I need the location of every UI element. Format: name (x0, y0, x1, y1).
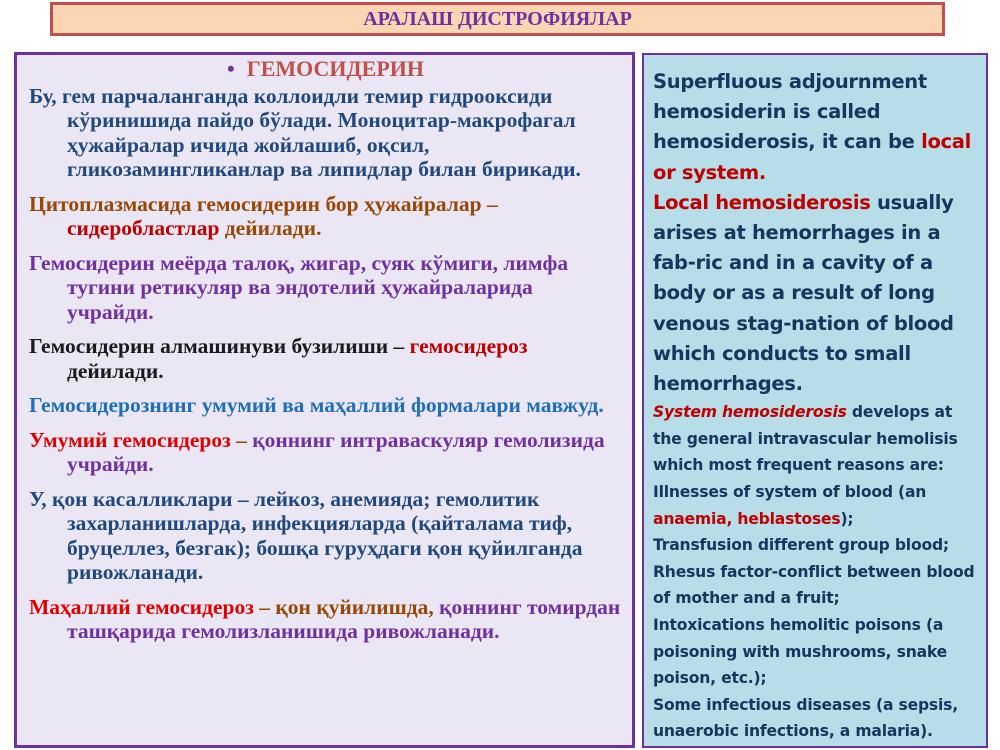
paragraph-5: Гемосидерознинг умумий ва маҳаллий формалари мавжуд. (29, 393, 604, 417)
r4-term: anaemia, heblastoses (653, 509, 841, 528)
r8-text: Some infectious diseases (a sepsis, unaerobic infections, a malaria). (653, 695, 958, 741)
r2-text: usually arises at hemorrhages in a fab-ric and in a cavity of a body or as a result of long venous stag-nation of blood which conducts to small hemorrhages. (653, 190, 954, 396)
paragraph-6 (29, 428, 622, 477)
r4-end: ); (840, 509, 854, 528)
bullet-icon: • (227, 56, 235, 81)
paragraph-3: Гемосидерин меёрда талоқ, жигар, суяк кўмиги, лимфа тугини ретикуляр ва эндотелий ҳужайраларида учрайди. (29, 250, 569, 324)
r6-text: Rhesus factor-conflict between blood of mother and a fruit; (653, 562, 975, 608)
p6-term: Умумий гемосидероз (29, 427, 231, 452)
p6-dash: – (230, 427, 253, 452)
paragraph-2 (29, 192, 622, 241)
r1-term: local or system. (653, 130, 972, 184)
p8-mid: – қон қуйилишда, (253, 594, 440, 619)
r1-text: Superfluous adjournment hemosiderin is called hemosiderosis, it can be (653, 70, 927, 154)
r3-term: System hemosiderosis (653, 403, 847, 422)
p4-text: Гемосидерин алмашинуви бузилиши – (29, 334, 410, 358)
slide-title: АРАЛАШ ДИСТРОФИЯЛАР (50, 2, 945, 36)
right-details (653, 399, 980, 745)
english-text-panel (642, 53, 988, 748)
paragraph-8 (29, 595, 622, 644)
r3-text: develops at the general intravascular hemolisis which most frequent reasons are: (653, 403, 958, 475)
uzbek-text-panel (14, 52, 635, 748)
section-heading (29, 57, 622, 82)
r5-text: Transfusion different group blood; (653, 536, 949, 555)
p8-term: Маҳаллий гемосидероз (29, 594, 254, 619)
p2-end: дейилади. (219, 216, 322, 240)
paragraph-1: Бу, гем парчаланганда коллоидли темир гидрооксиди кўринишида пайдо бўлади. Моноцитар-макрофагал ҳужайралар ичида жойлашиб, оқсил, гликозамингликанлар ва липидлар билан бирикади. (29, 83, 581, 181)
r4-text: Illnesses of system of blood (an (653, 483, 927, 502)
p4-end: дейилади. (67, 358, 164, 383)
heading-text: ГЕМОСИДЕРИН (246, 56, 424, 81)
r7-text: Intoxications hemolitic poisons (a poisoning with mushrooms, snake poison, etc.); (653, 615, 948, 688)
r2-term: Local hemosiderosis (653, 190, 871, 214)
right-intro (653, 67, 980, 399)
p6-text: қоннинг интраваскуляр гемолизида учрайди. (67, 427, 605, 476)
p2-text: Цитоплазмасида гемосидерин бор ҳужайралар – (29, 191, 498, 216)
paragraph-7: У, қон касалликлари – лейкоз, анемияда; гемолитик захарланишларда, инфекцияларда (қайталама тиф, бруцеллез, безгак); бошқа гуруҳдаги қон қуйилганда ривожланади. (29, 486, 583, 584)
p8-text: қоннинг томирдан ташқарида гемолизланишида ривожланади. (67, 594, 621, 643)
p4-term: гемосидероз (409, 334, 528, 358)
paragraph-4 (29, 334, 622, 383)
p2-term: сидеробластлар (67, 216, 220, 240)
